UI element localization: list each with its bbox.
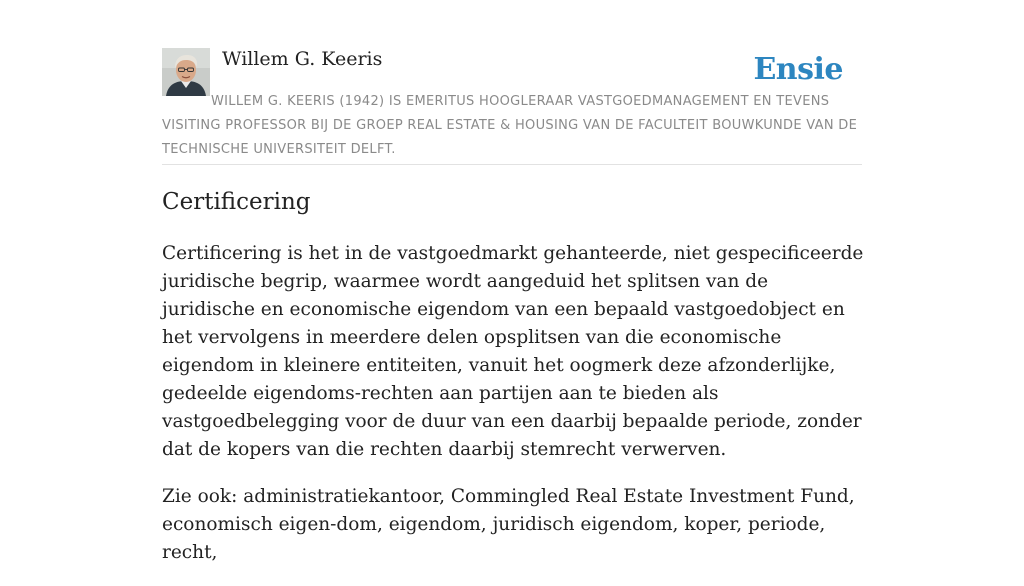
author-header	[162, 46, 862, 165]
author-bio: WILLEM G. KEERIS (1942) IS EMERITUS HOOGLERAAR VASTGOEDMANAGEMENT EN TEVENS VISITING PROFESSOR BIJ DE GROEP REAL ESTATE & HOUSING VAN DE FACULTEIT BOUWKUNDE VAN DE TECHNISCHE UNIVERSITEIT DELFT.	[162, 94, 858, 157]
author-portrait-icon	[162, 48, 210, 96]
article-paragraph-definition: Certificering is het in de vastgoedmarkt gehanteerde, niet gespecificeerde juridische begrip, waarmee wordt aangeduid het splitsen van de juridische en economische eigendom van een bepaald vastgoedobject en het vervolgens in meerdere delen opsplitsen van die economische eigendom in kleinere entiteiten, vanuit het oogmerk deze afzonderlijke, gedeelde eigendoms-rechten aan partijen aan te bieden als vastgoedbelegging voor de duur van een daarbij bepaalde periode, zonder dat de kopers van die rechten daarbij stemrecht verwerven.	[162, 243, 864, 460]
article-paragraph-see-also: Zie ook: administratiekantoor, Commingled Real Estate Investment Fund, economisch eigen-dom, eigendom, juridisch eigendom, koper, periode, recht,	[162, 486, 855, 563]
author-avatar[interactable]	[162, 48, 210, 96]
article-body	[162, 240, 866, 586]
author-name[interactable]: Willem G. Keeris	[222, 48, 383, 70]
article-title: Certificering	[162, 189, 311, 215]
ensie-logo[interactable]: Ensie	[753, 52, 843, 87]
